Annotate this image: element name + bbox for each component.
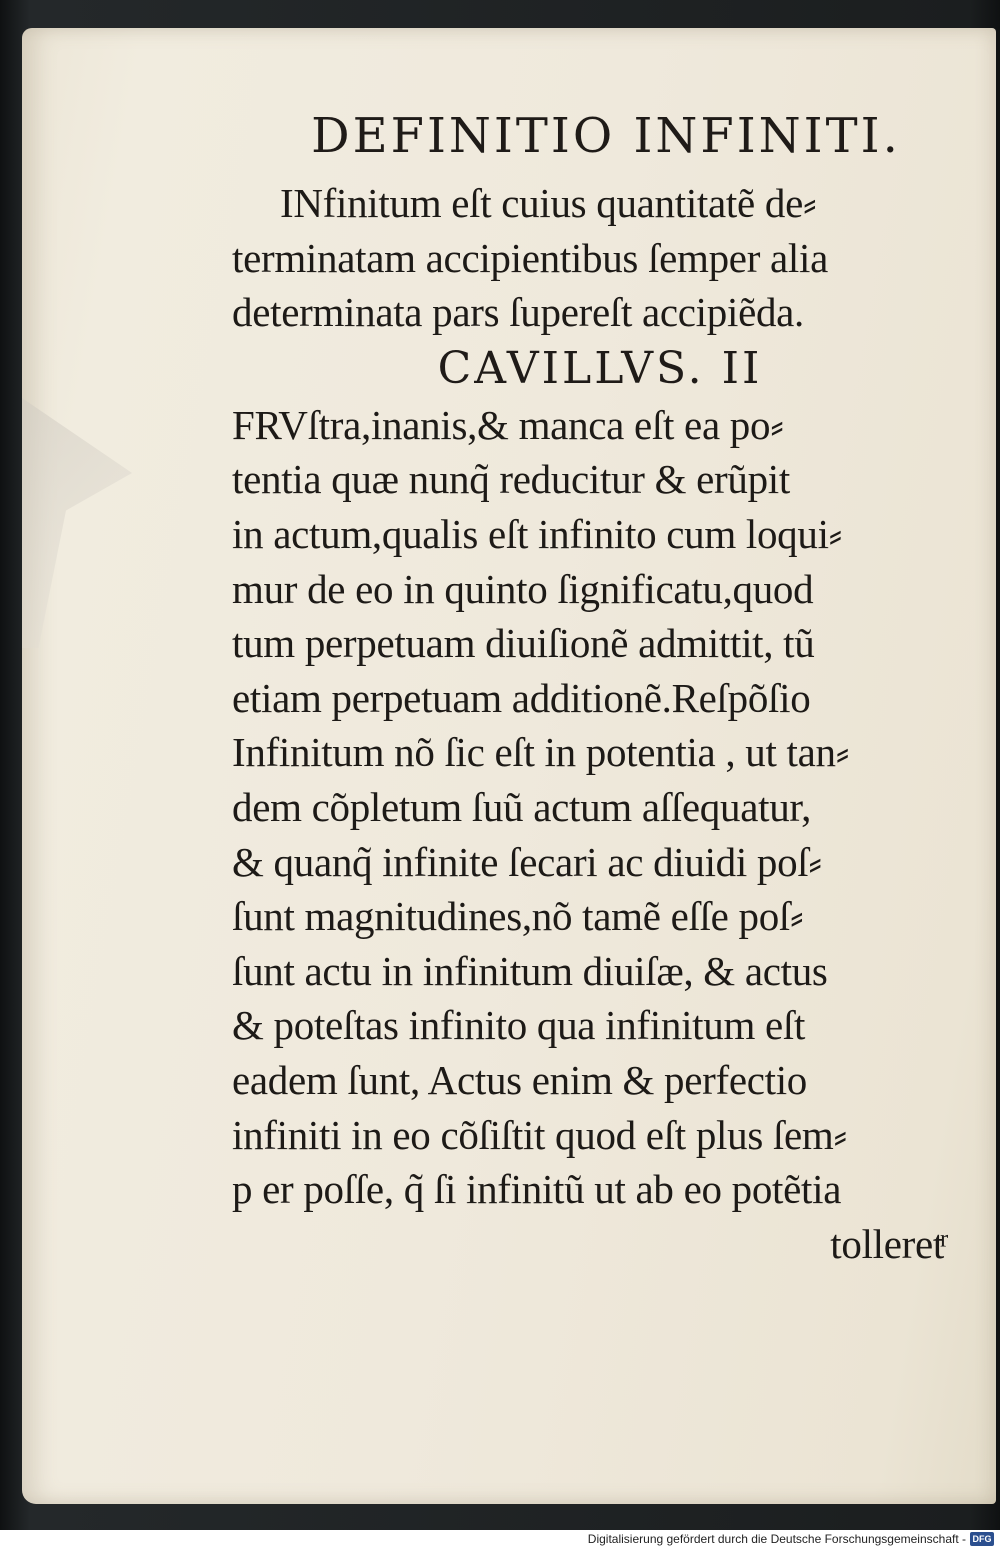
dfg-logo-icon: DFG [970, 1532, 994, 1546]
text-line: FRVſtra,inanis,& manca eſt ea po⸗ [232, 401, 784, 448]
text-line: etiam perpetuam additionẽ.Reſpõſio [232, 674, 811, 721]
section-subheading: CAVILLVS. II [437, 342, 763, 394]
text-line: INfinitum eſt cuius quantitatẽ de⸗ [280, 180, 817, 226]
text-line: & quanq̃ infinite ſecari ac diuidi poſ⸗ [232, 838, 822, 885]
catchword: tolleretͬ [830, 1220, 944, 1267]
text-line: eadem ſunt, Actus enim & perfectio [232, 1056, 808, 1103]
definition-paragraph [232, 176, 944, 340]
text-line: tum perpetuam diuiſionẽ admittit, tũ [232, 620, 815, 667]
text-line: Infinitum nõ ſic eſt in potentia , ut tan⸗ [232, 729, 850, 776]
text-line: & poteſtas infinito qua infinitum eſt [232, 1002, 806, 1049]
text-line: mur de eo in quinto ſignificatu,quod [232, 565, 814, 612]
text-line: ſunt actu in infinitum diuiſæ, & actus [232, 947, 828, 994]
text-line: in actum,qualis eſt infinito cum loqui⸗ [232, 510, 843, 557]
text-line: terminatam accipientibus ſemper alia [232, 234, 828, 281]
text-line: determinata pars ſupereſt accipiẽda. [232, 289, 805, 336]
text-line: tentia quæ nunq̃ reducitur & erũpit [232, 456, 790, 503]
text-line: dem cõpletum ſuũ actum aſſequatur, [232, 783, 812, 830]
page-text-block [232, 96, 944, 1271]
text-line: p er poſſe, q̃ ſi infinitũ ut ab eo potẽtia [232, 1166, 842, 1213]
text-line: infiniti in eo cõſiſtit quod eſt plus ſem⸗ [232, 1111, 847, 1158]
page-tear [22, 398, 132, 648]
text-line: ſunt magnitudines,nõ tamẽ eſſe poſ⸗ [232, 893, 804, 940]
body-paragraph [232, 398, 944, 1272]
page-heading: DEFINITIO INFINITI. [311, 108, 901, 164]
footer-bar [0, 1530, 1000, 1550]
footer-credit: Digitalisierung gefördert durch die Deutsche Forschungsgemeinschaft - [587, 1532, 966, 1546]
